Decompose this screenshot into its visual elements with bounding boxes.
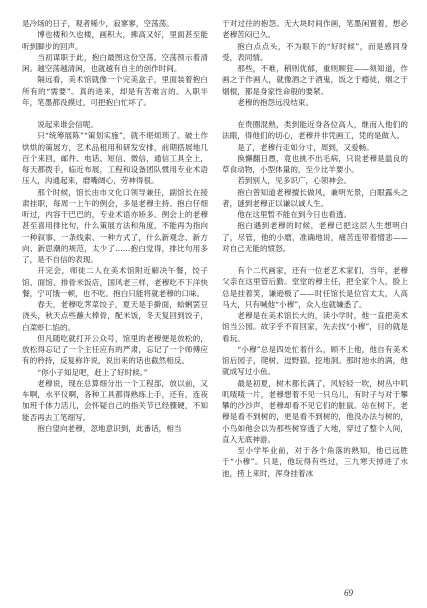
section-break xyxy=(222,108,408,119)
paragraph: 博也楼和久也楼，画积大，拂高又好，里面甚至能听到脚步的回声。 xyxy=(22,30,208,51)
paragraph: 是了，老穆行走如分寸，周到，又爱畅。 xyxy=(237,142,374,152)
paragraph: 若到别人，见多识广，心领神会。 xyxy=(237,176,352,186)
paragraph: 老穆说，现在总算细分出一个工程部，放以前，又车啊，水平仪啊，各种工具都得熟练上手，还有，连夜加班千体力活儿，会怀疑自己的指关节已经骤硬，不知能否再去工笔细写。 xyxy=(22,378,208,422)
page-number: 69 xyxy=(344,588,353,598)
paragraph: 开完会，师徒二人在美术馆附近解决午餐，饺子馆、面馆、排骨米饭店，国风老三样，老穆吃不下洋快餐，宁可饿一顿，也不吃。抱白只能将就老穆的口味。 xyxy=(22,266,208,298)
paragraph: 换懈翻日愚，竟也挑不出毛病，只说老穆是温良的草食动物，小型体量的，至少比羊要小。 xyxy=(222,153,408,174)
section-break xyxy=(222,254,408,265)
paragraph: 在贵圈混熟，类到能近身各位高人，继而入他们的法眼，得他们的切心，老穆并非凭画工，凭的是做人。 xyxy=(222,120,408,141)
paragraph: 于对过往的抱怨。无大块时间作画，笔墨闲置着，想必老穆苦闷已久。 xyxy=(222,19,408,40)
section-break xyxy=(22,108,208,119)
paragraph: 那个时候，馆长由市文化口领导兼任，副馆长在接肃挂职，每周一上午的例会，多是老穆主持。抱白仔细听过，内容干巴巴的，专业术语亦矫多。例会上的老穆甚至喜用排比句，什么策展方法和角度，不能再为指向一种叙事、一条线索、一种方式了，什么新观念、新方向、新思潮的规范，太少了……抱白觉得，排比句用多了，是不自信的表现。 xyxy=(22,187,208,264)
paragraph: 是冷场的日子，观者稀少，寂寥寥，空荡荡。 xyxy=(22,19,174,28)
paragraph: 隔远看，美术馆就像一个完美盒子，里面装着抱白所有的“需要”。真的进来，却是有苦难言的。入职半年，笔墨都没摸过，可把抱白忙坏了。 xyxy=(22,75,208,107)
paragraph: 抱白遇到老穆的时候，老穆已把这层人生想明白了，尽管，他的小磨，准确地说，痛苦连带着憎悲——对自己无能的愤怒。 xyxy=(222,221,408,253)
paragraph: “你小子知足吧，赶上了好时候。” xyxy=(37,367,148,377)
paragraph: “小穆”总是四处忙着什么，顾不上他，他自有美术馆后园子，爬树、逗野猫、挖地洞。那时池水的满，他就成写过小鱼。 xyxy=(222,344,408,377)
paragraph: 但凡随吃就打开公众号，馆里的老穆便是放松的，放松得忘记了一个主任应有的严肃，忘记了一个师傅应有的矜持，反复称许说，说出来的话也截然相反。 xyxy=(22,333,208,366)
paragraph: 至小学毕业前，对于各个角落的熟知，他已远胜于“小穆”。只是，他玩得有些过，三九寒天掉进了水池，捞上来时，浑身挂着冰 xyxy=(222,446,408,478)
paragraph: 抱白望向老穆，忽地意识到，此番话，相当 xyxy=(37,423,182,433)
paragraph: 抱白点点头，不为眼下的“好时候”，而是感同身受，表同情。 xyxy=(222,41,408,62)
paragraph: 最是初夏，树木都长满了，风轻轻一吹，树丛中叽叽喳喳一片，老穆想着不见一只乌儿，有时子与对于攀攀的沙沙声，老穆却看不见它们的脏鼠。站在树下，老穆是看不到树的，更是看不到树的，他没办法与树的，小鸟如他会以为那些树穿透了大地，穿过了整个人间，直入无底神游。 xyxy=(222,378,408,444)
paragraph: 当初谋职于此，抱白最图这份空荡。空荡预示着清闲。越空荡越清闲，也就越有自主的创作时间。 xyxy=(22,52,208,73)
paragraph: 只“统筹展陈”“策划实施”，就不堪烦琐了。破土作烘烘的策展方，艺术品租用和研发安排，前期搭展地几百个来回，邮件、电话、短信、微信，通信工具全上，每天都拨手，临近布展，工程和设备团队惯用专业术语压人，沟通起来，磨嘴阔心，劳神得很。 xyxy=(22,131,208,186)
paragraph: 有个二代画家，还有一位老艺术家们，当年，老穆父亲在这里管后勤。堂堂的穆主任，把全家个人，脸上总是挂着笑，谦逊极了——时任馆长是位官太太，人高马大，只有喊他“小穆”，众人也就嫌悉了。 xyxy=(222,266,408,309)
paragraph: 那些，不难，稍则优郁，重则顾狂——须知道，作画之于作画人，就像酒之于酒鬼，饭之于瘾徒，烟之于烟棍，都是身家性命般的要紧。 xyxy=(222,64,408,96)
paragraph: 老穆的抱怨远没结束。 xyxy=(237,97,314,107)
right-text-column xyxy=(222,18,408,479)
paragraph: 春天，老穆吃荠菜饺子，夏天是手擀面，蛤蜊罢豆浇头，秋天点些蘸大棒骨，配米饭，冬天复回到饺子，白菜虾仁馅的。 xyxy=(22,300,208,332)
paragraph: 抱白曾知道老穆擅长做风，兼明光景，白眼露头之者，谜到老穆正以谦以诚人生。 xyxy=(222,187,408,208)
paragraph: 他在这里暂不能在到今日也看透。 xyxy=(237,210,352,219)
paragraph: 说起来谁会信呢。 xyxy=(37,120,98,129)
left-text-column xyxy=(22,18,208,434)
paragraph: 老穆是在美术馆长大的，读小学时，他一直把美术馆当公园。故字乎不育回家，先去找“小穆”，目的就是看玩。 xyxy=(222,311,408,343)
